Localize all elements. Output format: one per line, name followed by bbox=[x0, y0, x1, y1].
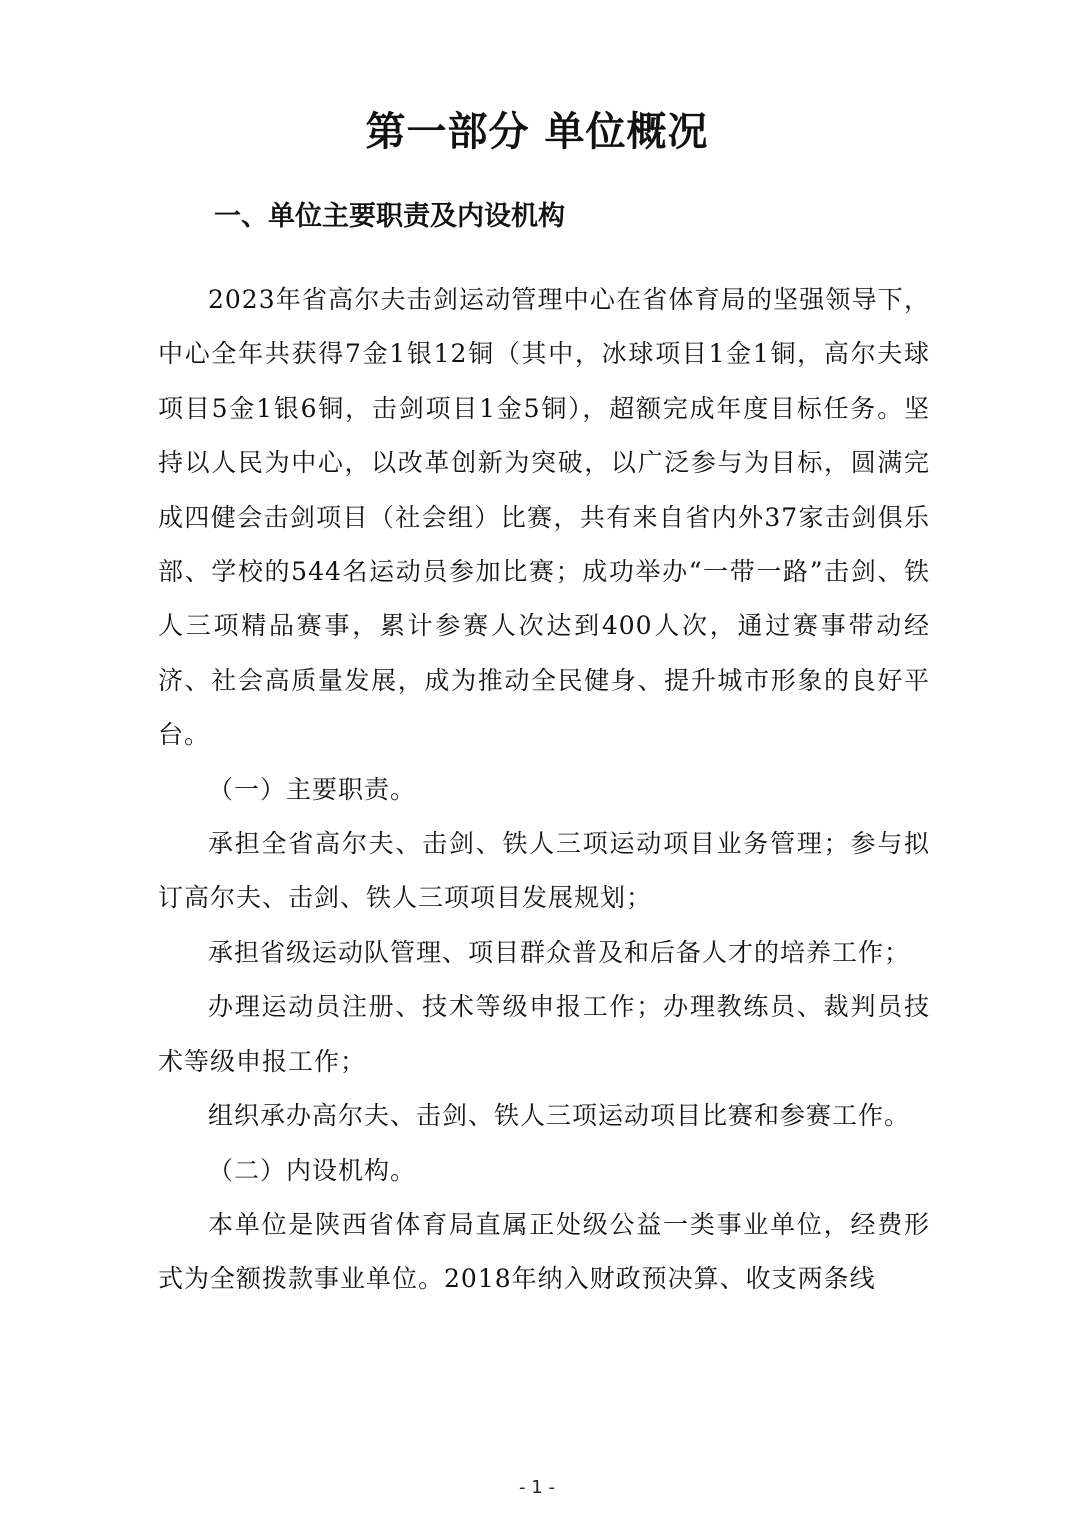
duty-item: 承担省级运动队管理、项目群众普及和后备人才的培养工作； bbox=[208, 937, 911, 967]
duty-item: 办理运动员注册、技术等级申报工作；办理教练员、裁判员技术等级申报工作； bbox=[158, 992, 930, 1076]
section-heading: 一、单位主要职责及内设机构 bbox=[214, 201, 565, 232]
duty-item: 承担全省高尔夫、击剑、铁人三项运动项目业务管理；参与拟订高尔夫、击剑、铁人三项项目发展规划； bbox=[158, 829, 930, 913]
body-content bbox=[158, 273, 930, 1307]
duty-item: 组织承办高尔夫、击剑、铁人三项运动项目比赛和参赛工作。 bbox=[208, 1101, 911, 1131]
duties-heading: （一）主要职责。 bbox=[208, 774, 417, 804]
page-title: 第一部分 单位概况 bbox=[365, 109, 709, 155]
intro-paragraph: 2023年省高尔夫击剑运动管理中心在省体育局的坚强领导下，中心全年共获得7金1银12铜（其中，冰球项目1金1铜，高尔夫球项目5金1银6铜，击剑项目1金5铜），超额完成年度目标任务。坚持以人民为中心，以改革创新为突破，以广泛参与为目标，圆满完成四健会击剑项目（社会组）比赛，共有来自省内外37家击剑俱乐部、学校的544名运动员参加比赛；成功举办“一带一路”击剑、铁人三项精品赛事，累计参赛人次达到400人次，通过赛事带动经济、社会高质量发展，成为推动全民健身、提升城市形象的良好平台。 bbox=[158, 285, 930, 750]
structure-heading: （二）内设机构。 bbox=[208, 1155, 417, 1185]
page-number: - 1 - bbox=[519, 1477, 555, 1498]
structure-paragraph: 本单位是陕西省体育局直属正处级公益一类事业单位，经费形式为全额拨款事业单位。2018年纳入财政预决算、收支两条线 bbox=[158, 1209, 930, 1294]
